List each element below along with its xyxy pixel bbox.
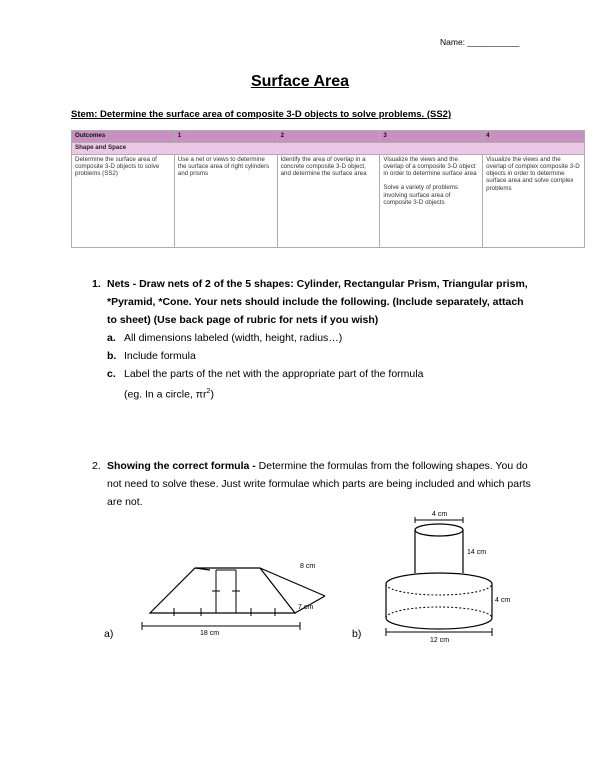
dim-label-base-height: 4 cm: [495, 597, 511, 604]
dim-label-base-diameter: 12 cm: [430, 637, 450, 644]
rubric-level-3-text-a: Visualize the views and the overlap of a composite 3-D object in order to determine surface area: [383, 156, 477, 178]
item-label: a.: [107, 332, 116, 344]
dim-label-base: 18 cm: [200, 630, 220, 637]
formula-example: [124, 383, 532, 404]
question-1-item-b: [107, 347, 532, 365]
question-1-item-a: [107, 329, 532, 347]
figure-b-label: b): [352, 628, 362, 640]
question-2: [92, 457, 532, 511]
question-2-body: Determine the formulas from the following shapes. You do not need to solve these. Just write formulae which parts are being included and which parts are not.: [107, 460, 531, 508]
dim-label-depth: 7 cm: [298, 604, 314, 611]
rubric-header-level-1: 1: [174, 131, 277, 143]
rubric-header-row: [72, 131, 585, 143]
prism-outline: [150, 568, 295, 613]
rubric-header-level-4: 4: [483, 131, 585, 143]
rubric-level-3-text-b: Solve a variety of problems involving surface area of composite 3-D objects: [383, 184, 459, 206]
item-text: Include formula: [124, 350, 196, 362]
rubric-level-2-cell: Identify the area of overlap in a concrete composite 3-D object, and determine the surface area: [277, 155, 380, 248]
rubric-section-label: Shape and Space: [72, 143, 585, 155]
rubric-body-row: [72, 155, 585, 248]
formula-example-prefix: (eg. In a circle, πr: [124, 388, 207, 401]
item-text: All dimensions labeled (width, height, radius…): [124, 332, 343, 344]
page-title: Surface Area: [250, 73, 350, 90]
question-1-number: 1.: [92, 278, 101, 290]
rubric-header-level-3: 3: [380, 131, 483, 143]
item-label: c.: [107, 368, 116, 380]
figure-b-cylinders-diagram: [374, 506, 524, 644]
rubric-level-3-cell: [380, 155, 483, 248]
rubric-header-level-2: 2: [277, 131, 380, 143]
item-text: Label the parts of the net with the appropriate part of the formula: [124, 368, 424, 380]
rubric-outcome-cell: Determine the surface area of composite 3-D objects to solve problems (SS2): [72, 155, 175, 248]
question-2-bold: Showing the correct formula -: [107, 460, 256, 472]
figure-a-prism-diagram: [140, 548, 330, 640]
question-2-number: 2.: [92, 460, 101, 472]
question-2-text: [107, 457, 532, 511]
rubric-header-outcomes: Outcomes: [72, 131, 175, 143]
figure-a-label: a): [104, 628, 114, 640]
formula-example-suffix: ): [210, 388, 214, 401]
rubric-level-1-cell: Use a net or views to determine the surface area of right cylinders and prisms: [174, 155, 277, 248]
formula-example-exponent: 2: [206, 388, 211, 395]
rubric-table: [71, 130, 585, 248]
name-field: Name: ___________: [440, 37, 520, 47]
dim-label-top-diameter: 4 cm: [432, 511, 448, 518]
dim-label-slant: 8 cm: [300, 563, 316, 570]
question-1: [92, 275, 532, 404]
question-1-text: Nets - Draw nets of 2 of the 5 shapes: Cylinder, Rectangular Prism, Triangular prism, *Pyramid, *Cone. Your nets should include the following. (Include separately, attach to sheet) (Use back page of rubric for nets if you wish): [107, 278, 528, 326]
question-1-item-c: [107, 365, 532, 404]
dim-label-top-height: 14 cm: [467, 549, 487, 556]
stem-heading: Stem: Determine the surface area of composite 3-D objects to solve problems. (SS2): [71, 109, 452, 120]
rubric-level-4-cell: Visualize the views and the overlap of complex composite 3-D objects in order to determine surface area and solve complex problems: [483, 155, 585, 248]
rubric-section-row: [72, 143, 585, 155]
item-label: b.: [107, 350, 117, 362]
